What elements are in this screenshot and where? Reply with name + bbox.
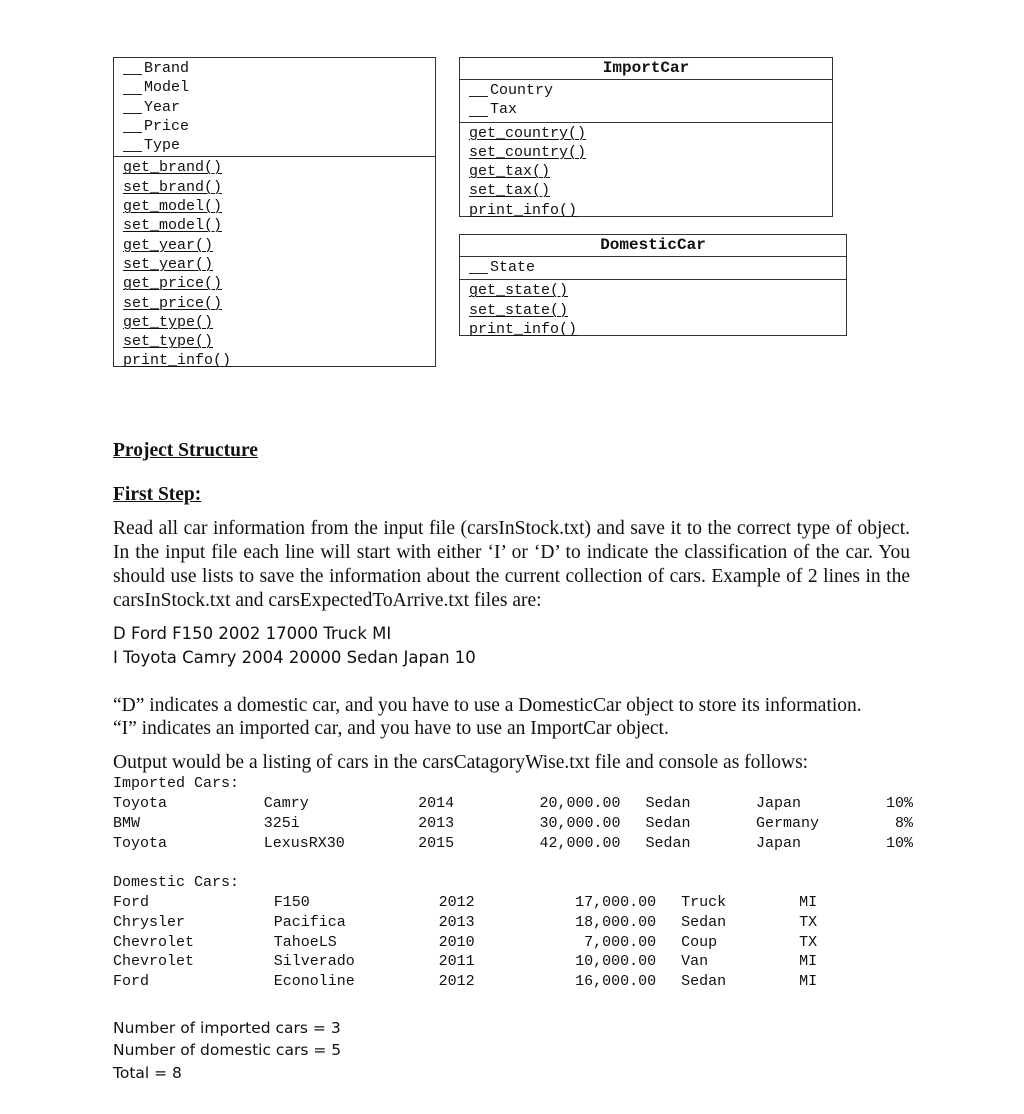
car-method: set_model() <box>123 217 223 235</box>
table-row <box>113 794 913 814</box>
domestic-cars-table <box>113 893 913 992</box>
brand-cell: Chrysler <box>113 913 186 931</box>
car-attribute: Price <box>123 117 435 136</box>
table-row <box>113 913 913 933</box>
car-methods <box>114 157 435 372</box>
car-method: get_year() <box>123 236 214 254</box>
tax-cell: 8% <box>894 814 913 832</box>
domesticcar-method: get_state() <box>469 282 569 300</box>
importcar-attributes <box>460 80 832 123</box>
year-cell: 2014 <box>418 795 455 812</box>
model-cell: 325i <box>263 814 300 832</box>
car-attributes <box>114 58 435 157</box>
example-line: D Ford F150 2002 17000 Truck MI <box>113 624 392 643</box>
brand-cell: Ford <box>113 894 150 911</box>
importcar-method: get_tax() <box>469 163 551 181</box>
table-row <box>113 814 913 834</box>
importcar-attribute: Tax <box>469 100 832 119</box>
intro-paragraph: Read all car information from the input file (carsInStock.txt) and save it to the correct type of object. In the input file each line will start with either ‘I’ or ‘D’ to indicate the classification of the car. You should use lists to save the information about the current collection of cars. Example of 2 lines in the carsInStock.txt and carsExpectedToArrive.txt files are: <box>113 518 910 611</box>
type-cell: Van <box>681 953 709 971</box>
explain-imported: “I” indicates an imported car, and you have to use an ImportCar object. <box>113 718 669 739</box>
model-cell: Pacifica <box>273 913 346 931</box>
car-attribute: Type <box>123 136 435 155</box>
car-method: get_price() <box>123 275 223 293</box>
table-row <box>113 834 913 854</box>
model-cell: Econoline <box>273 973 355 991</box>
state-cell: TX <box>799 913 818 931</box>
table-row <box>113 972 913 992</box>
type-cell: Sedan <box>645 834 691 852</box>
year-cell: 2013 <box>418 814 455 832</box>
domesticcar-method: set_state() <box>469 301 569 319</box>
output-intro: Output would be a listing of cars in the carsCatagoryWise.txt file and console as follows: <box>113 752 809 773</box>
car-method: get_brand() <box>123 159 223 177</box>
state-cell: TX <box>799 933 818 951</box>
domesticcar-attributes <box>460 257 846 280</box>
car-method: set_year() <box>123 255 214 273</box>
brand-cell: Chevrolet <box>113 933 195 951</box>
year-cell: 2010 <box>438 933 475 951</box>
model-cell: TahoeLS <box>273 933 337 951</box>
year-cell: 2011 <box>438 953 475 971</box>
type-cell: Truck <box>681 894 727 911</box>
state-cell: MI <box>799 894 818 911</box>
importcar-title: ImportCar <box>460 58 832 80</box>
table-row <box>113 893 913 913</box>
importcar-class-box <box>459 57 833 217</box>
brand-cell: BMW <box>113 814 141 832</box>
brand-cell: Toyota <box>113 795 168 812</box>
model-cell: F150 <box>273 894 310 911</box>
model-cell: Camry <box>263 795 309 812</box>
domesticcar-title: DomesticCar <box>460 235 846 257</box>
tax-cell: 10% <box>885 834 913 852</box>
year-cell: 2015 <box>418 834 455 852</box>
car-method: get_type() <box>123 313 214 331</box>
summary-line: Total = 8 <box>113 1064 182 1082</box>
price-cell: 20,000.00 <box>539 795 621 812</box>
imported-cars-table <box>113 794 913 853</box>
domesticcar-attribute: State <box>469 258 846 277</box>
car-class-box <box>113 57 436 370</box>
price-cell: 18,000.00 <box>575 913 657 931</box>
type-cell: Sedan <box>681 913 727 931</box>
price-cell: 10,000.00 <box>575 953 657 971</box>
importcar-methods <box>460 123 832 222</box>
state-cell: MI <box>799 953 818 971</box>
car-method: set_type() <box>123 333 214 351</box>
importcar-attribute: Country <box>469 81 832 100</box>
summary-line: Number of imported cars = 3 <box>113 1019 341 1037</box>
domestic-cars-label: Domestic Cars: <box>113 874 240 891</box>
year-cell: 2013 <box>438 913 475 931</box>
price-cell: 30,000.00 <box>539 814 621 832</box>
type-cell: Sedan <box>645 795 691 812</box>
price-cell: 7,000.00 <box>584 933 657 951</box>
brand-cell: Chevrolet <box>113 953 195 971</box>
table-row <box>113 952 913 972</box>
country-cell: Germany <box>755 814 819 832</box>
importcar-method: print_info() <box>469 201 578 219</box>
price-cell: 17,000.00 <box>575 894 657 911</box>
type-cell: Sedan <box>645 814 691 832</box>
first-step-heading: First Step: <box>113 484 202 505</box>
project-structure-heading: Project Structure <box>113 440 258 461</box>
tax-cell: 10% <box>885 795 913 812</box>
model-cell: Silverado <box>273 953 355 971</box>
importcar-method: set_tax() <box>469 182 551 200</box>
model-cell: LexusRX30 <box>263 834 345 852</box>
domesticcar-method: print_info() <box>469 320 578 338</box>
summary-line: Number of domestic cars = 5 <box>113 1041 342 1059</box>
car-attribute: Model <box>123 78 435 97</box>
price-cell: 16,000.00 <box>575 973 657 991</box>
car-attribute: Year <box>123 98 435 117</box>
car-method: get_model() <box>123 198 223 216</box>
brand-cell: Toyota <box>113 834 168 852</box>
state-cell: MI <box>799 973 818 991</box>
country-cell: Japan <box>755 834 801 852</box>
type-cell: Sedan <box>681 973 727 991</box>
country-cell: Japan <box>755 795 801 812</box>
table-row <box>113 933 913 953</box>
imported-cars-label: Imported Cars: <box>113 775 240 792</box>
year-cell: 2012 <box>438 894 475 911</box>
importcar-method: get_country() <box>469 124 587 142</box>
example-line: I Toyota Camry 2004 20000 Sedan Japan 10 <box>113 648 476 667</box>
importcar-method: set_country() <box>469 143 587 161</box>
car-method: set_brand() <box>123 178 223 196</box>
price-cell: 42,000.00 <box>539 834 621 852</box>
type-cell: Coup <box>681 933 718 951</box>
car-method: set_price() <box>123 294 223 312</box>
year-cell: 2012 <box>438 973 475 991</box>
explain-domestic: “D” indicates a domestic car, and you have to use a DomesticCar object to store its information. <box>113 695 862 716</box>
domesticcar-methods <box>460 280 846 341</box>
brand-cell: Ford <box>113 973 150 991</box>
domesticcar-class-box <box>459 234 847 336</box>
car-method: print_info() <box>123 352 232 370</box>
car-attribute: Brand <box>123 59 435 78</box>
